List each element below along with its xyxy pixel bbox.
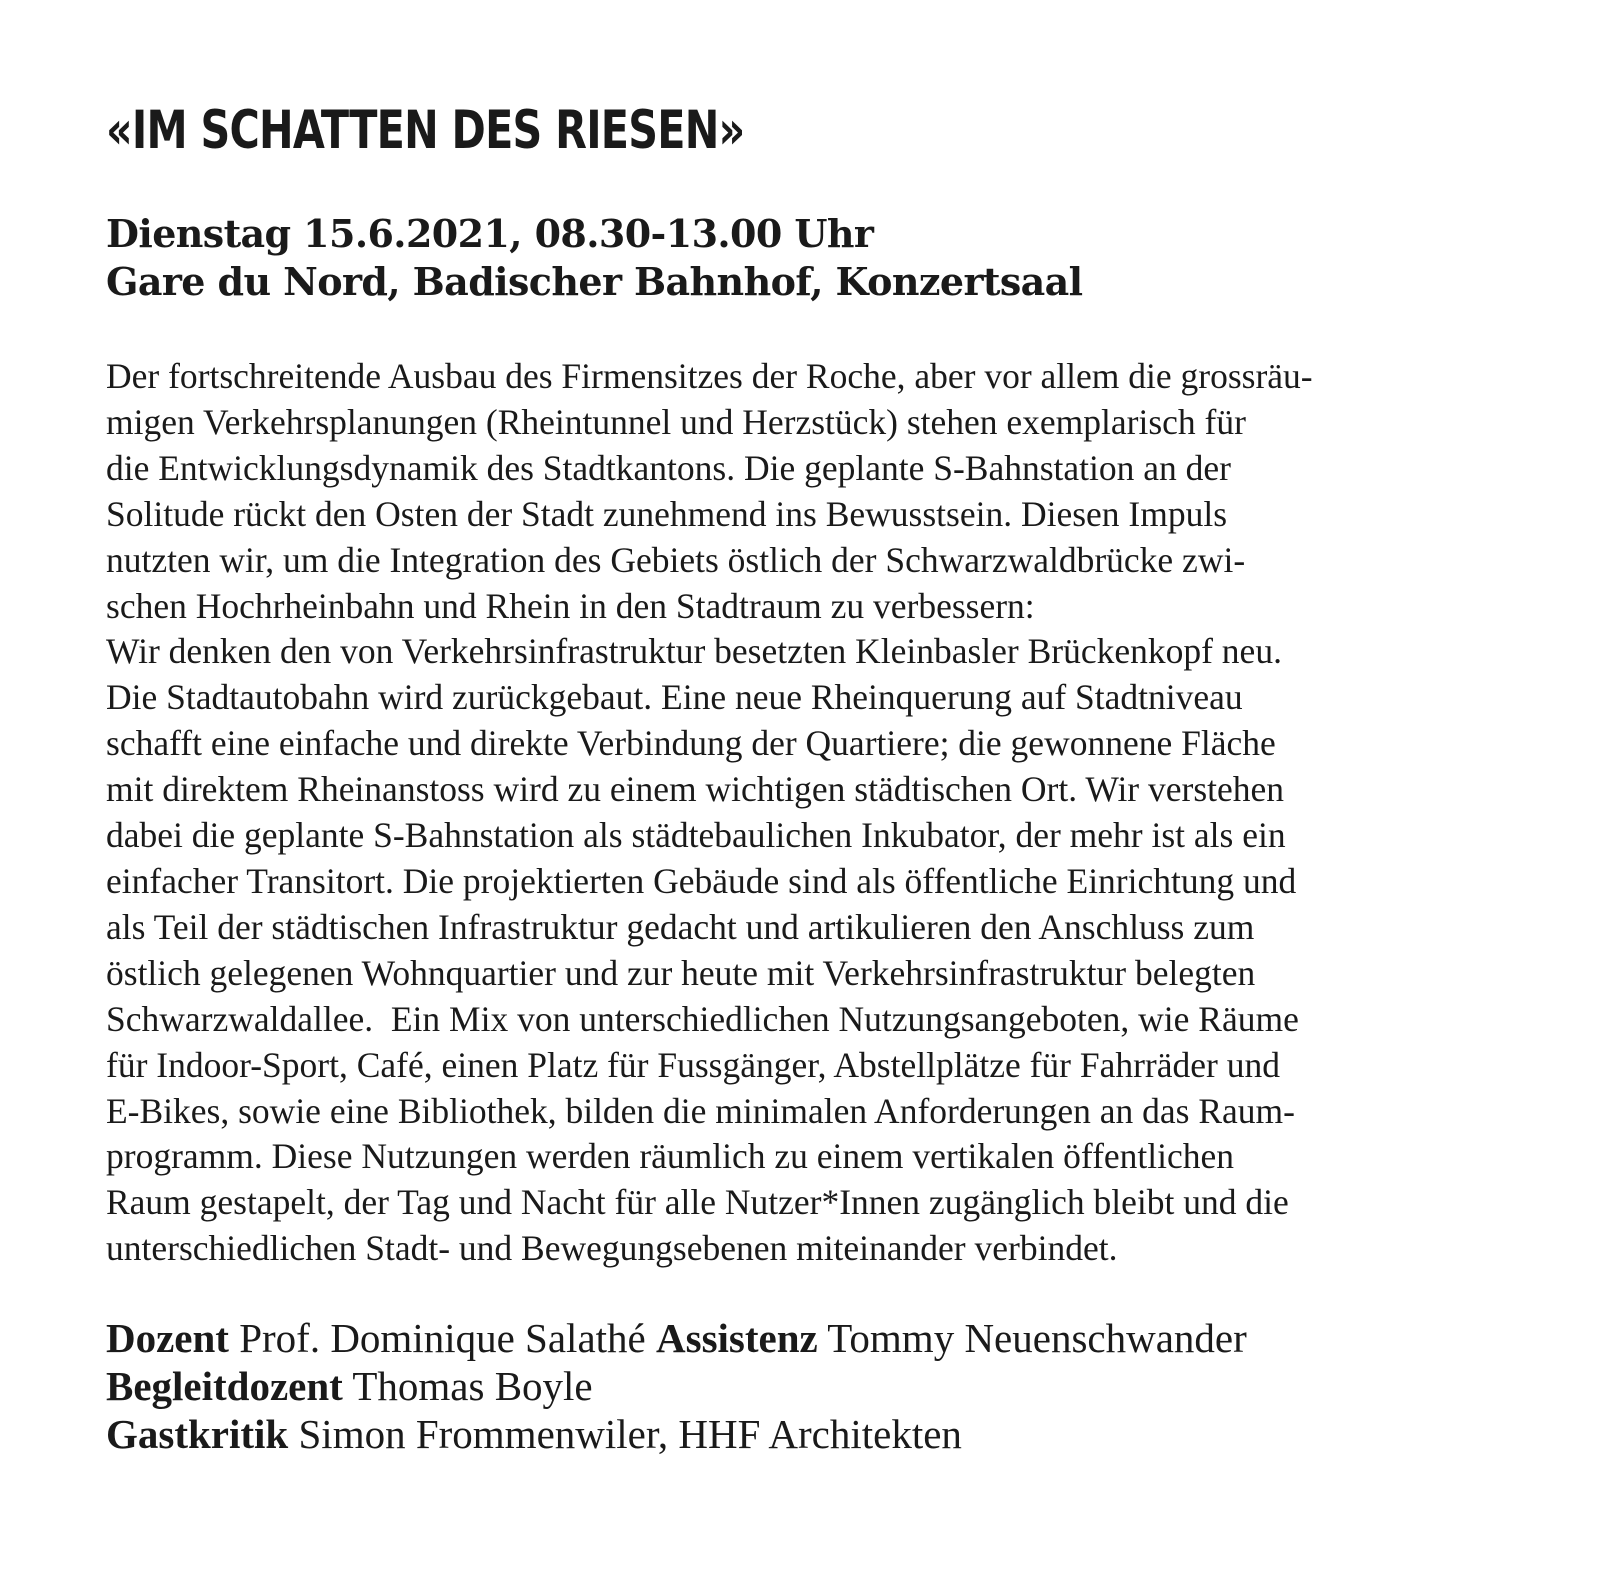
body-line: einfacher Transitort. Die projektierten Gebäude sind als öffentliche Einrichtung und bbox=[106, 860, 1297, 901]
body-line: schafft eine einfache und direkte Verbindung der Quartiere; die gewonnene Fläche bbox=[106, 723, 1276, 764]
dozent-label: Dozent bbox=[106, 1315, 229, 1361]
begleitdozent-label: Begleitdozent bbox=[106, 1363, 343, 1409]
event-info bbox=[106, 210, 1083, 306]
body-line: als Teil der städtischen Infrastruktur gedacht und artikulieren den Anschluss zum bbox=[106, 906, 1255, 947]
body-line: schen Hochrheinbahn und Rhein in den Stadtraum zu verbessern: bbox=[106, 585, 1035, 626]
body-line: programm. Diese Nutzungen werden räumlich zu einem vertikalen öffentlichen bbox=[106, 1136, 1235, 1177]
gastkritik-name: Simon Frommenwiler, HHF Architekten bbox=[298, 1411, 962, 1457]
page-title: «IM SCHATTEN DES RIESEN» bbox=[106, 100, 745, 161]
gastkritik-label: Gastkritik bbox=[106, 1411, 289, 1457]
dozent-name: Prof. Dominique Salathé bbox=[239, 1315, 646, 1361]
event-datetime: Dienstag 15.6.2021, 08.30-13.00 Uhr bbox=[106, 211, 874, 256]
credits-row-begleitdozent bbox=[106, 1362, 1247, 1410]
event-location: Gare du Nord, Badischer Bahnhof, Konzertsaal bbox=[106, 259, 1083, 304]
body-line: Wir denken den von Verkehrsinfrastruktur besetzten Kleinbasler Brückenkopf neu. bbox=[106, 631, 1282, 672]
body-line: Schwarzwaldallee. Ein Mix von unterschiedlichen Nutzungsangeboten, wie Räume bbox=[106, 998, 1299, 1039]
credits-row-gastkritik bbox=[106, 1410, 1247, 1458]
body-line: migen Verkehrsplanungen (Rheintunnel und Herzstück) stehen exemplarisch für bbox=[106, 401, 1246, 442]
body-line: Der fortschreitende Ausbau des Firmensitzes der Roche, aber vor allem die grossräu- bbox=[106, 356, 1313, 396]
body-line: die Entwicklungsdynamik des Stadtkantons. Die geplante S-Bahnstation an der bbox=[106, 447, 1231, 488]
credits-row-dozent bbox=[106, 1314, 1247, 1362]
body-line: nutzten wir, um die Integration des Gebiets östlich der Schwarzwaldbrücke zwi- bbox=[106, 539, 1246, 580]
credits bbox=[106, 1314, 1247, 1458]
description-paragraph bbox=[106, 354, 1313, 1272]
body-line: Solitude rückt den Osten der Stadt zunehmend ins Bewusstsein. Diesen Impuls bbox=[106, 493, 1228, 534]
body-line: Die Stadtautobahn wird zurückgebaut. Eine neue Rheinquerung auf Stadtniveau bbox=[106, 677, 1243, 718]
assistenz-label: Assistenz bbox=[656, 1315, 818, 1361]
assistenz-name: Tommy Neuenschwander bbox=[827, 1315, 1247, 1361]
body-line: E-Bikes, sowie eine Bibliothek, bilden die minimalen Anforderungen an das Raum- bbox=[106, 1090, 1295, 1131]
begleitdozent-name: Thomas Boyle bbox=[352, 1363, 593, 1409]
body-line: unterschiedlichen Stadt- und Bewegungsebenen miteinander verbindet. bbox=[106, 1228, 1118, 1269]
body-line: mit direktem Rheinanstoss wird zu einem wichtigen städtischen Ort. Wir verstehen bbox=[106, 769, 1285, 810]
body-line: für Indoor-Sport, Café, einen Platz für Fussgänger, Abstellplätze für Fahrräder und bbox=[106, 1044, 1280, 1085]
body-line: östlich gelegenen Wohnquartier und zur heute mit Verkehrsinfrastruktur belegten bbox=[106, 952, 1256, 993]
body-line: Raum gestapelt, der Tag und Nacht für alle Nutzer*Innen zugänglich bleibt und die bbox=[106, 1182, 1289, 1223]
body-line: dabei die geplante S-Bahnstation als städtebaulichen Inkubator, der mehr ist als ein bbox=[106, 815, 1286, 856]
